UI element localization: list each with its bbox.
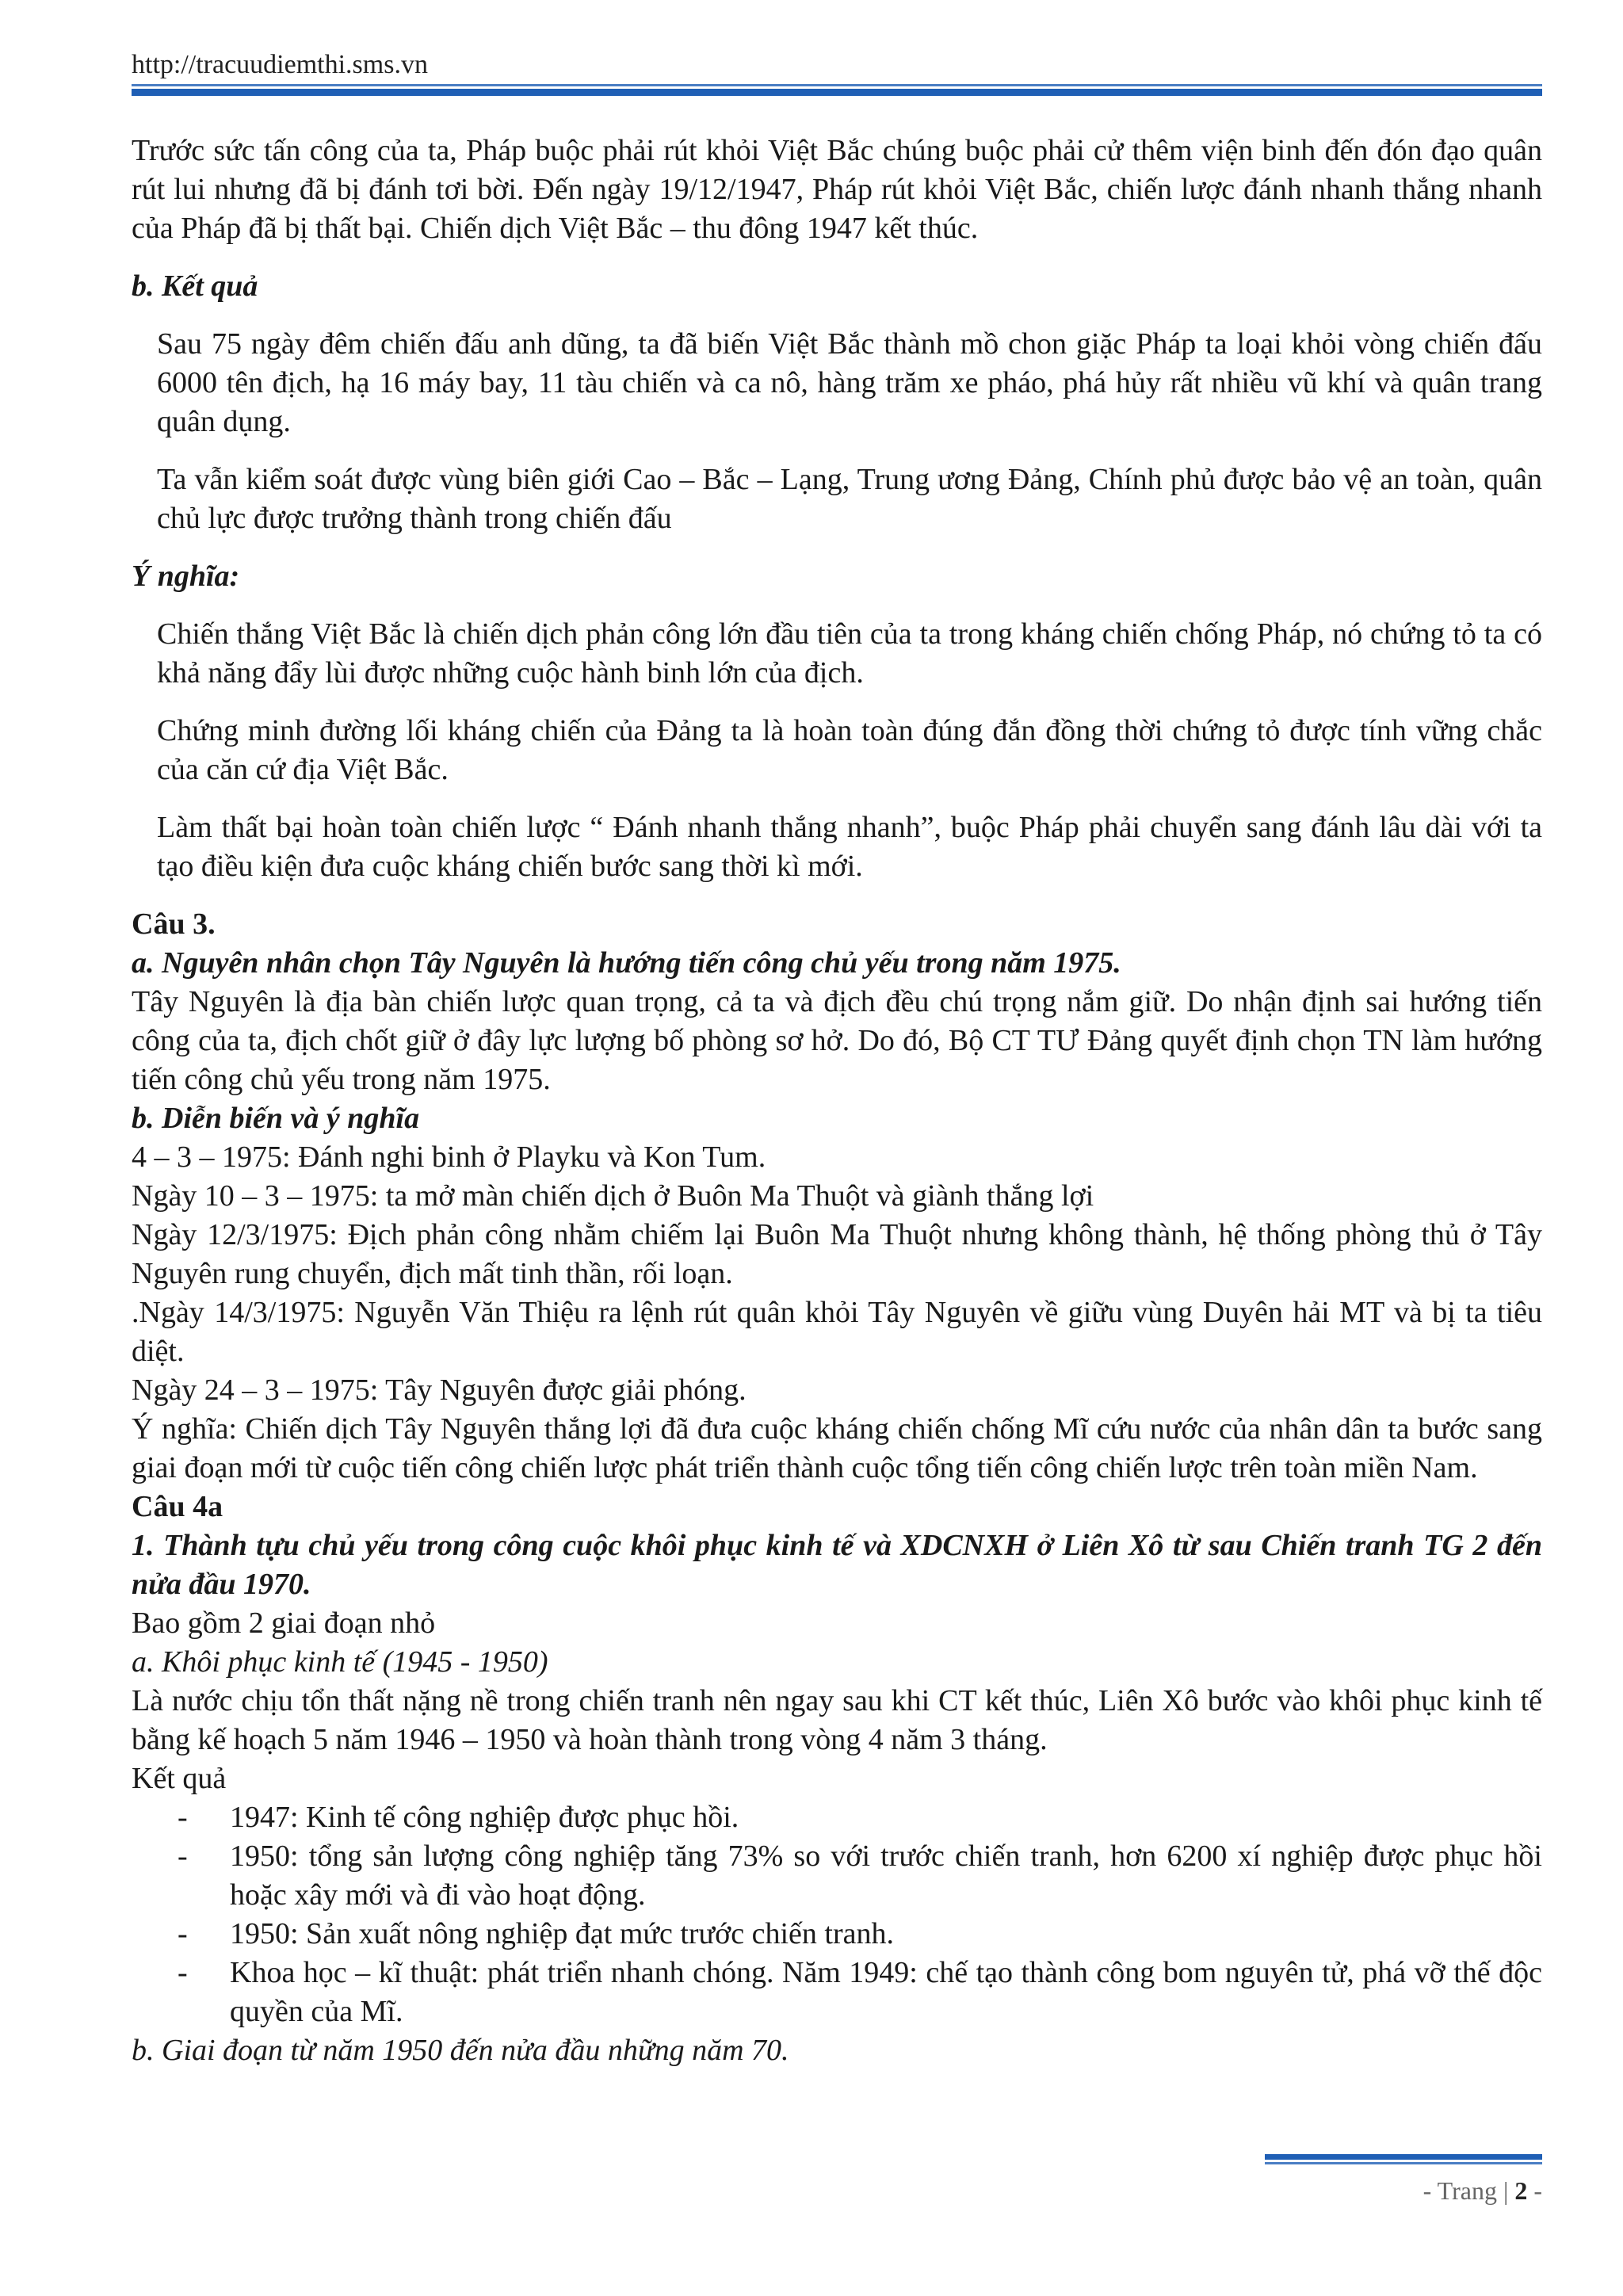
dien-bien-line: Ngày 24 – 3 – 1975: Tây Nguyên được giải phóng. <box>132 1373 747 1407</box>
document-body <box>132 132 1542 2070</box>
ket-qua-paragraph-1: Sau 75 ngày đêm chiến đấu anh dũng, ta đã biến Việt Bắc thành mồ chon giặc Pháp ta loại khỏi vòng chiến đấu 6000 tên địch, hạ 16 máy bay, 11 tàu chiến và ca nô, hàng trăm xe pháo, phá hủy rất nhiều vũ khí và quân trang quân dụng. <box>157 327 1542 438</box>
header-url[interactable]: http://tracuudiemthi.sms.vn <box>132 50 428 79</box>
y-nghia-paragraph-1: Chiến thắng Việt Bắc là chiến dịch phản công lớn đầu tiên của ta trong kháng chiến chống Pháp, nó chứng tỏ ta có khả năng đẩy lùi được những cuộc hành binh lớn của địch. <box>157 617 1542 690</box>
header-rule-thick <box>132 89 1542 96</box>
footer-rule-thick <box>1265 2154 1542 2160</box>
list-item <box>132 1915 1542 1954</box>
page-label: - Trang | <box>1423 2176 1509 2205</box>
page-number-label <box>1423 2173 1542 2208</box>
question-4-intro: Bao gồm 2 giai đoạn nhỏ <box>132 1606 436 1640</box>
ket-qua-label: Kết quả <box>132 1762 227 1795</box>
page-number: 2 <box>1514 2176 1528 2205</box>
dien-bien-line: Ngày 10 – 3 – 1975: ta mở màn chiến dịch ở Buôn Ma Thuột và giành thắng lợi <box>132 1179 1094 1213</box>
list-dash: - <box>178 1956 188 1989</box>
page-suffix: - <box>1533 2176 1542 2205</box>
list-item-text: 1950: Sản xuất nông nghiệp đạt mức trước chiến tranh. <box>230 1917 894 1950</box>
question-4b-subheading: b. Giai đoạn từ năm 1950 đến nửa đầu những năm 70. <box>132 2034 789 2067</box>
question-4a-heading: Câu 4a <box>132 1490 223 1523</box>
ket-qua-list <box>132 1798 1542 2031</box>
question-3a-text: Tây Nguyên là địa bàn chiến lược quan trọng, cả ta và địch đều chú trọng nắm giữ. Do nhận định sai hướng tiến công của ta, địch chốt giữ ở đây lực lượng bố phòng sơ hở. Do đó, Bộ CT TƯ Đảng quyết định chọn TN làm hướng tiến công chủ yếu trong năm 1975. <box>132 985 1542 1096</box>
ket-qua-paragraph-2: Ta vẫn kiểm soát được vùng biên giới Cao – Bắc – Lạng, Trung ương Đảng, Chính phủ được bảo vệ an toàn, quân chủ lực được trưởng thành trong chiến đấu <box>157 463 1542 535</box>
y-nghia-paragraph-2: Chứng minh đường lối kháng chiến của Đảng ta là hoàn toàn đúng đắn đồng thời chứng tỏ được tính vững chắc của căn cứ địa Việt Bắc. <box>157 714 1542 786</box>
question-4a-text: Là nước chịu tổn thất nặng nề trong chiến tranh nên ngay sau khi CT kết thúc, Liên Xô bước vào khôi phục kinh tế bằng kế hoạch 5 năm 1946 – 1950 và hoàn thành trong vòng 4 năm 3 tháng. <box>132 1684 1542 1756</box>
list-dash: - <box>178 1917 188 1950</box>
intro-paragraph: Trước sức tấn công của ta, Pháp buộc phải rút khỏi Việt Bắc chúng buộc phải cử thêm viện binh đến đón đạo quân rút lui nhưng đã bị đánh tơi bời. Đến ngày 19/12/1947, Pháp rút khỏi Việt Bắc, chiến lược đánh nhanh thắng nhanh của Pháp đã bị thất bại. Chiến dịch Việt Bắc – thu đông 1947 kết thúc. <box>132 134 1542 245</box>
question-4a-subheading: a. Khôi phục kinh tế (1945 - 1950) <box>132 1645 548 1679</box>
list-item-text: 1947: Kinh tế công nghiệp được phục hồi. <box>230 1801 739 1834</box>
question-3b-heading: b. Diễn biến và ý nghĩa <box>132 1102 420 1135</box>
section-heading-ket-qua: b. Kết quả <box>132 269 258 303</box>
dien-bien-line: Ý nghĩa: Chiến dịch Tây Nguyên thắng lợi đã đưa cuộc kháng chiến chống Mĩ cứu nước của nhân dân ta bước sang giai đoạn mới từ cuộc tiến công chiến lược phát triển thành cuộc tổng tiến công chiến lược trên toàn miền Nam. <box>132 1412 1542 1484</box>
question-4-1-heading: 1. Thành tựu chủ yếu trong công cuộc khôi phục kinh tế và XDCNXH ở Liên Xô từ sau Chiến tranh TG 2 đến nửa đầu 1970. <box>132 1529 1542 1601</box>
header-rule-thin <box>132 84 1542 86</box>
list-item-text: 1950: tổng sản lượng công nghiệp tăng 73% so với trước chiến tranh, hơn 6200 xí nghiệp được phục hồi hoặc xây mới và đi vào hoạt động. <box>230 1839 1542 1912</box>
list-dash: - <box>178 1839 188 1873</box>
dien-bien-line: .Ngày 14/3/1975: Nguyễn Văn Thiệu ra lệnh rút quân khỏi Tây Nguyên về giữu vùng Duyên hải MT và bị ta tiêu diệt. <box>132 1296 1542 1368</box>
dien-bien-line: Ngày 12/3/1975: Địch phản công nhằm chiếm lại Buôn Ma Thuột nhưng không thành, hệ thống phòng thủ ở Tây Nguyên rung chuyển, địch mất tinh thần, rối loạn. <box>132 1218 1542 1290</box>
list-item <box>132 1837 1542 1915</box>
y-nghia-paragraph-3: Làm thất bại hoàn toàn chiến lược “ Đánh nhanh thắng nhanh”, buộc Pháp phải chuyển sang đánh lâu dài với ta tạo điều kiện đưa cuộc kháng chiến bước sang thời kì mới. <box>157 811 1542 883</box>
question-3a-heading: a. Nguyên nhân chọn Tây Nguyên là hướng tiến công chủ yếu trong năm 1975. <box>132 946 1121 980</box>
dien-bien-line: 4 – 3 – 1975: Đánh nghi binh ở Playku và Kon Tum. <box>132 1140 766 1174</box>
section-heading-y-nghia: Ý nghĩa: <box>132 560 240 593</box>
question-3-heading: Câu 3. <box>132 907 216 941</box>
list-item-text: Khoa học – kĩ thuật: phát triển nhanh chóng. Năm 1949: chế tạo thành công bom nguyên tử, phá vỡ thế độc quyền của Mĩ. <box>230 1956 1542 2028</box>
list-item <box>132 1798 1542 1837</box>
footer-rule-thin <box>1265 2162 1542 2164</box>
list-item <box>132 1954 1542 2031</box>
list-dash: - <box>178 1801 188 1834</box>
page-header <box>132 46 1542 84</box>
